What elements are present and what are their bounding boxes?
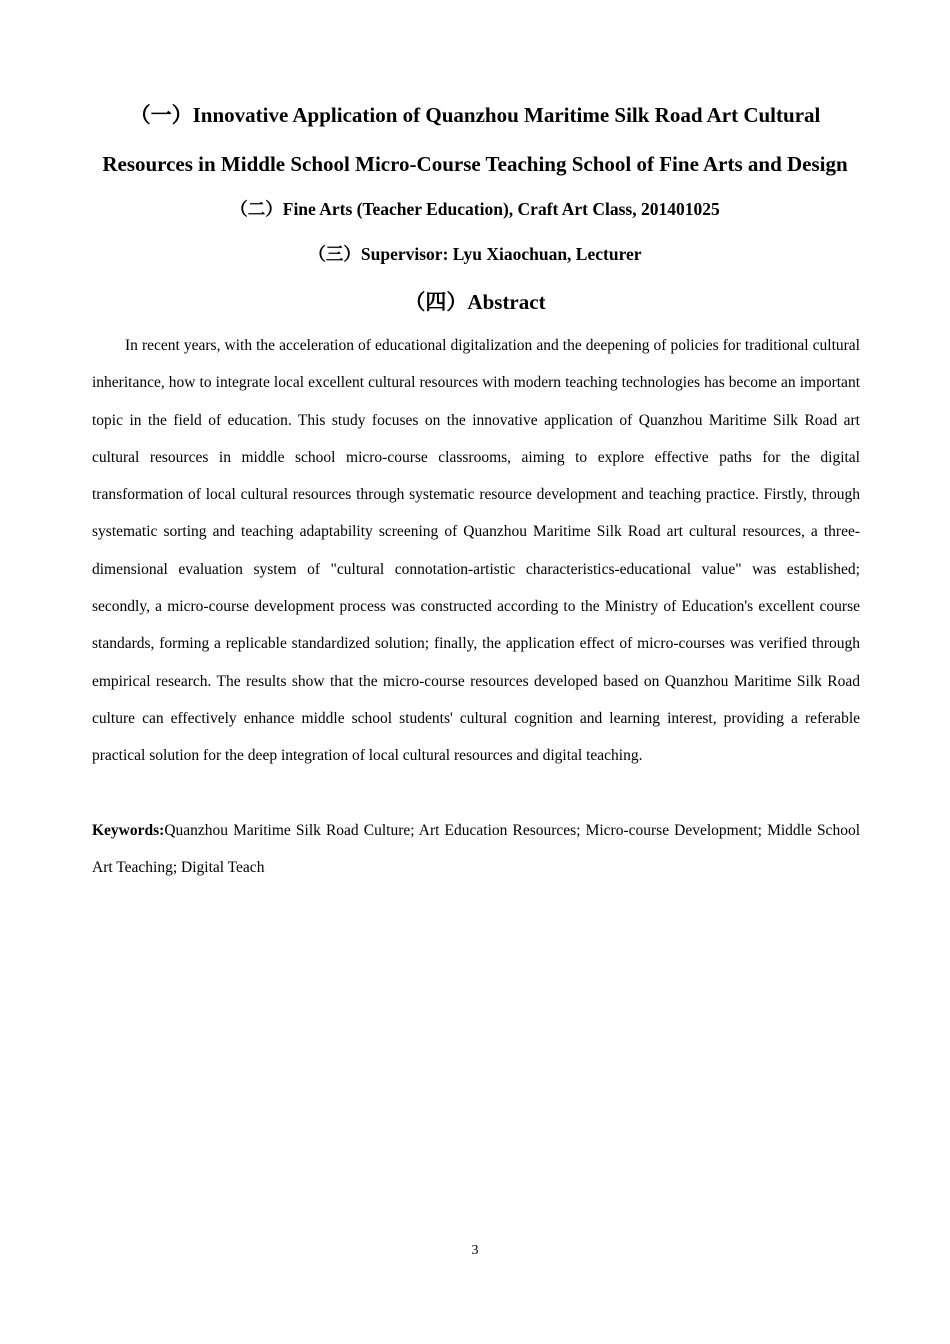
title-text-line-2: Resources in Middle School Micro-Course Teaching School of Fine Arts and Design — [102, 152, 848, 176]
title-line-1 — [0, 100, 950, 130]
keywords-label: Keywords: — [92, 822, 165, 839]
supervisor-marker: （三） — [308, 245, 361, 265]
abstract-paragraph: In recent years, with the acceleration of educational digitalization and the deepening of policies for traditional cultural inheritance, how to integrate local excellent cultural resources with modern teaching technologies has become an important topic in the field of education. This study focuses on the innovative application of Quanzhou Maritime Silk Road art cultural resources in middle school micro-course classrooms, aiming to explore effective paths for the digital transformation of local cultural resources through systematic resource development and teaching practice. Firstly, through systematic sorting and teaching adaptability screening of Quanzhou Maritime Silk Road art cultural resources, a three-dimensional evaluation system of "cultural connotation-artistic characteristics-educational value" was established; secondly, a micro-course development process was constructed according to the Ministry of Education's excellent course standards, forming a replicable standardized solution; finally, the application effect of micro-courses was verified through empirical research. The results show that the micro-course resources developed based on Quanzhou Maritime Silk Road culture can effectively enhance middle school students' cultural cognition and learning interest, providing a referable practical solution for the deep integration of local cultural resources and digital teaching. — [92, 337, 860, 765]
abstract-heading-text: Abstract — [467, 290, 546, 314]
supervisor-text: Supervisor: Lyu Xiaochuan, Lecturer — [360, 244, 642, 264]
title-text-line-1: Innovative Application of Quanzhou Maritime Silk Road Art Cultural — [192, 103, 821, 127]
supervisor-line — [0, 241, 950, 268]
class-info-marker: （二） — [230, 200, 283, 220]
title-line-2 — [0, 149, 950, 179]
abstract-heading — [0, 287, 950, 317]
class-info-text: Fine Arts (Teacher Education), Craft Art Class, 201401025 — [282, 199, 720, 219]
keywords-text: Quanzhou Maritime Silk Road Culture; Art Education Resources; Micro-course Development; Middle School Art Teaching; Digital Teach — [92, 822, 860, 877]
class-info-line — [0, 196, 950, 223]
keywords-paragraph — [92, 812, 860, 887]
abstract-marker: （四） — [404, 290, 468, 314]
page-number: 3 — [471, 1243, 479, 1258]
title-section-marker: （一） — [129, 103, 193, 127]
